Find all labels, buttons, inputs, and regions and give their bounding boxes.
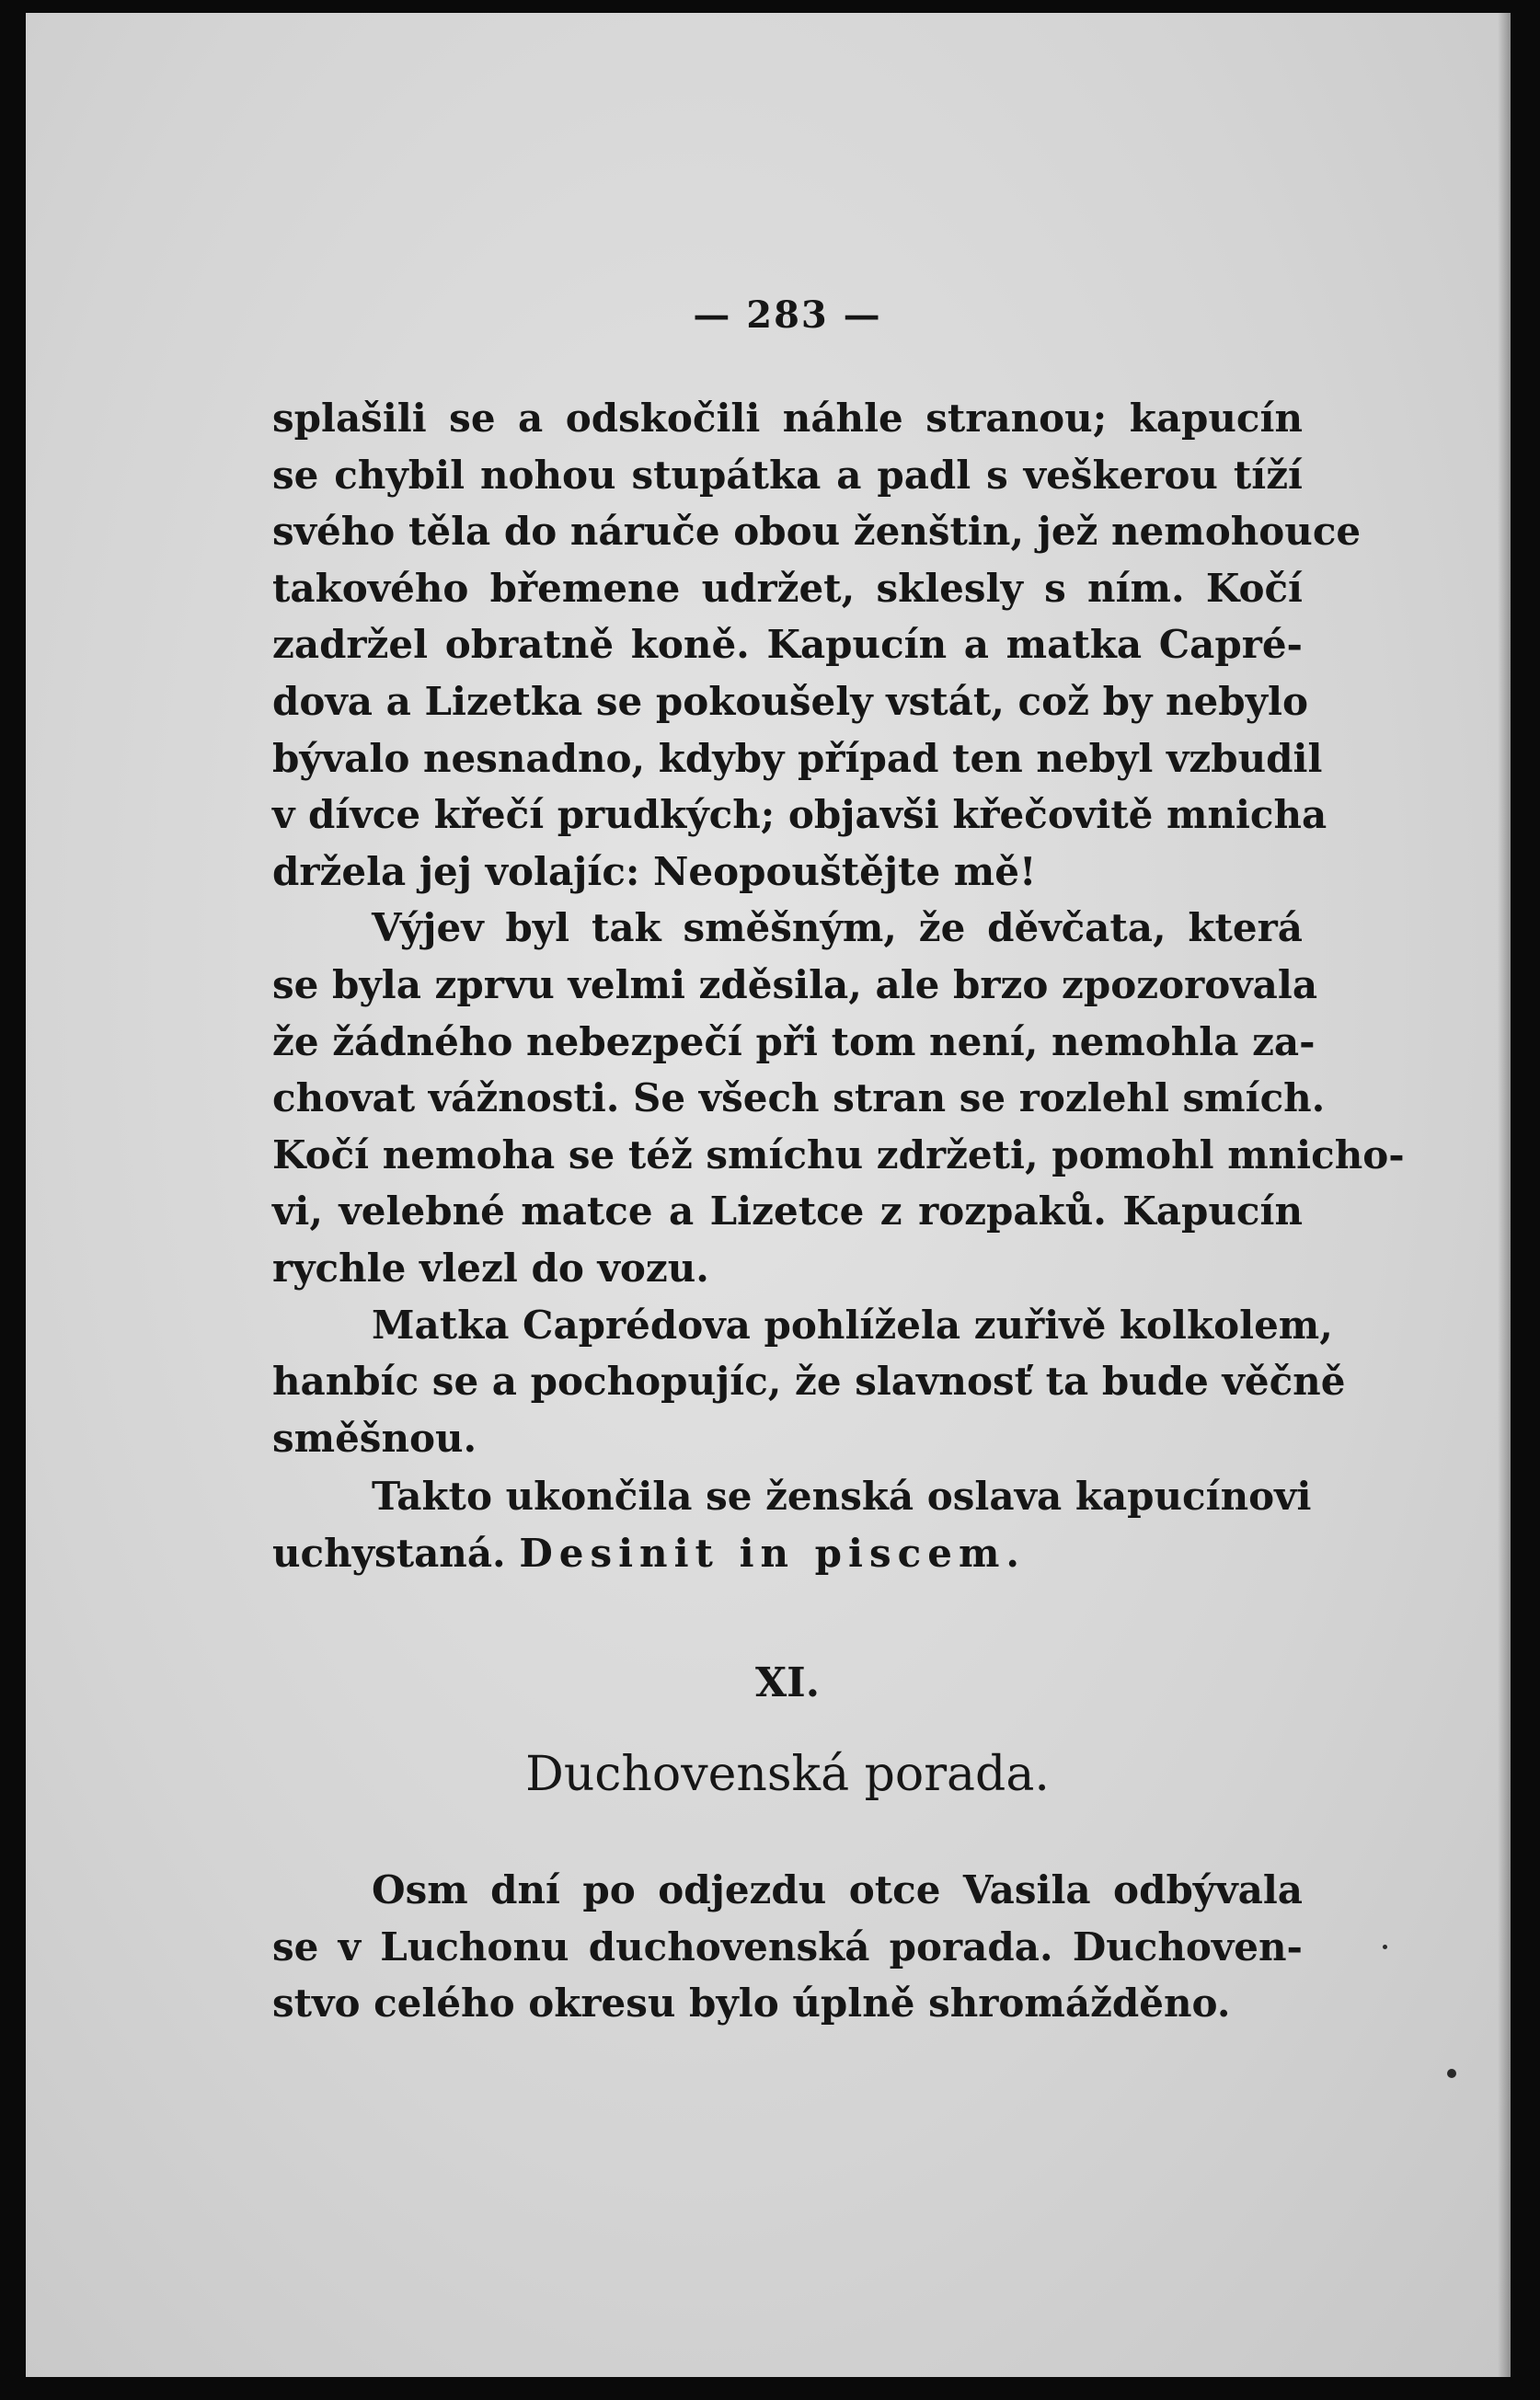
text-line: rychle vlezl do vozu.	[272, 1245, 709, 1291]
text-line: Výjev byl tak směšným, že děvčata, která	[372, 905, 1303, 951]
text-line: Takto ukončila se ženská oslava kapucínovi	[372, 1474, 1312, 1519]
text-line: Kočí nemoha se též smíchu zdržeti, pomohl mnicho-	[272, 1131, 1405, 1177]
ink-speck	[1383, 1945, 1387, 1949]
text-line: splašili se a odskočili náhle stranou; kapucín	[272, 396, 1303, 441]
text-line	[272, 1525, 1303, 1582]
text-line: stvo celého okresu bylo úplně shromážděno.	[272, 1981, 1231, 2027]
text-line: hanbíc se a pochopujíc, že slavnosť ta bude věčně	[272, 1359, 1346, 1405]
text-line: takového břemene udržet, sklesly s ním. Kočí	[272, 565, 1303, 611]
text-line: směšnou.	[272, 1415, 477, 1461]
text-line: bývalo nesnadno, kdyby případ ten nebyl vzbudil	[272, 735, 1323, 781]
text-line: dova a Lizetka se pokoušely vstát, což by nebylo	[272, 678, 1308, 724]
ink-speck	[1447, 2069, 1456, 2078]
text-line: držela jej volajíc: Neopouštějte mě!	[272, 848, 1037, 894]
text-line: zadržel obratně koně. Kapucín a matka Capré-	[272, 622, 1303, 668]
text-line: v dívce křečí prudkých; objavši křečovitě mnicha	[272, 792, 1327, 838]
text-line: chovat vážnosti. Se všech stran se rozlehl smích.	[272, 1075, 1326, 1121]
text-line: vi, velebné matce a Lizetce z rozpaků. Kapucín	[272, 1189, 1303, 1234]
body-text	[272, 1468, 1312, 1581]
text-fragment: uchystaná.	[272, 1530, 506, 1576]
text-line: Matka Caprédova pohlížela zuřivě kolkolem,	[372, 1302, 1333, 1348]
text-line: se v Luchonu duchovenská porada. Duchoven-	[272, 1923, 1303, 1969]
chapter-title: Duchovenská porada.	[525, 1747, 1050, 1802]
text-line: se byla zprvu velmi zděsila, ale brzo zpozorovala	[272, 961, 1318, 1007]
body-text	[272, 1862, 1303, 2032]
chapter-number: XI.	[754, 1659, 821, 1706]
text-line: se chybil nohou stupátka a padl s veškerou tíží	[272, 452, 1303, 498]
body-text	[272, 390, 1405, 1466]
text-line: svého těla do náruče obou ženštin, jež nemohouce	[272, 509, 1362, 555]
page-edge-shadow	[1498, 13, 1511, 2377]
scanned-page	[26, 13, 1511, 2377]
page-number: — 283 —	[693, 293, 882, 337]
text-line: že žádného nebezpečí při tom není, nemohla za-	[272, 1018, 1316, 1064]
text-line: Osm dní po odjezdu otce Vasila odbývala	[372, 1867, 1303, 1912]
latin-phrase: Desinit in piscem.	[519, 1530, 1027, 1576]
